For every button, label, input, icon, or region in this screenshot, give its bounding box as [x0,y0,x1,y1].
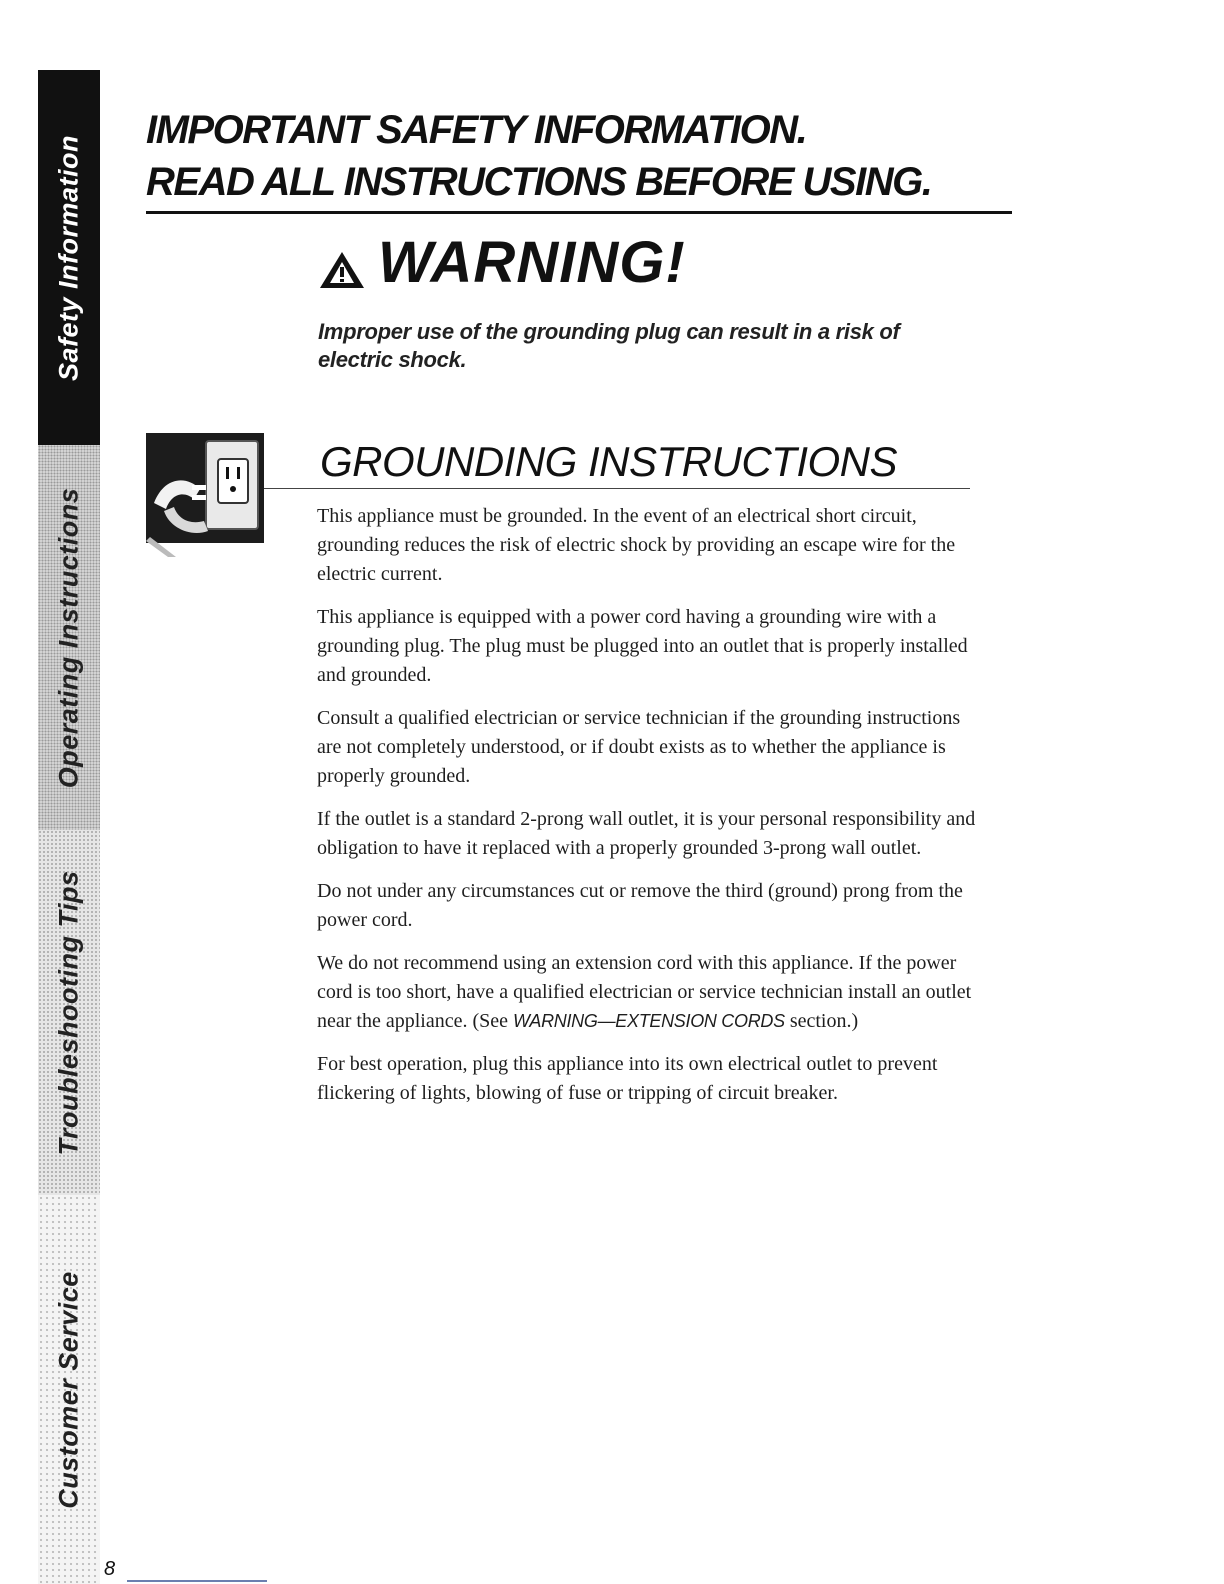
warning-title: WARNING! [378,230,686,295]
warning-heading [318,228,686,298]
tab-label: Operating Instructions [53,487,84,788]
tab-label: Customer Service [53,1270,84,1509]
extension-text-before: We do not recommend using an extension cord with this appliance. If the power cord is too short, have a qualified electrician or service technician install an outlet near the appliance. (See [317,952,972,1032]
section-title: GROUNDING INSTRUCTIONS [320,438,897,485]
tab-troubleshooting-tips[interactable] [38,830,100,1195]
body-paragraph: This appliance is equipped with a power cord having a grounding wire with a grounding plug. The plug must be plugged into an outlet that is properly installed and grounded. [317,606,968,686]
body-paragraph: Do not under any circumstances cut or remove the third (ground) prong from the power cord. [317,880,963,931]
page-title [146,104,931,208]
extension-text-after: section.) [784,1010,859,1032]
tab-label: Safety Information [53,134,84,381]
tab-customer-service[interactable] [38,1195,100,1584]
body-paragraph-extension-cords [317,949,977,1036]
grounding-body [317,502,977,1122]
footer-rule [127,1580,267,1582]
grounding-plug-outlet-icon [146,433,264,557]
body-paragraph: For best operation, plug this appliance into its own electrical outlet to prevent flickering of lights, blowing of fuse or tripping of circuit breaker. [317,1053,938,1104]
extension-cords-reference: WARNING—EXTENSION CORDS [513,1011,785,1031]
page-number: 8 [104,1558,116,1580]
page-title-line-2: READ ALL INSTRUCTIONS BEFORE USING. [146,160,932,204]
tab-operating-instructions[interactable] [38,445,100,830]
body-paragraph: This appliance must be grounded. In the event of an electrical short circuit, grounding reduces the risk of electric shock by providing an escape wire for the electric current. [317,505,956,585]
tab-safety-information[interactable] [38,70,100,445]
tab-label: Troubleshooting Tips [53,870,84,1155]
body-paragraph: If the outlet is a standard 2-prong wall outlet, it is your personal responsibility and obligation to have it replaced with a properly grounded 3-prong wall outlet. [317,808,976,859]
section-rule [264,488,970,489]
section-tab-strip [38,70,100,1584]
title-rule [146,211,1012,214]
warning-text: Improper use of the grounding plug can result in a risk of electric shock. [318,319,900,372]
body-paragraph: Consult a qualified electrician or service technician if the grounding instructions are not completely understood, or if doubt exists as to whether the appliance is properly grounded. [317,707,961,787]
page-title-line-1: IMPORTANT SAFETY INFORMATION. [146,108,807,152]
warning-triangle-icon [318,250,366,290]
